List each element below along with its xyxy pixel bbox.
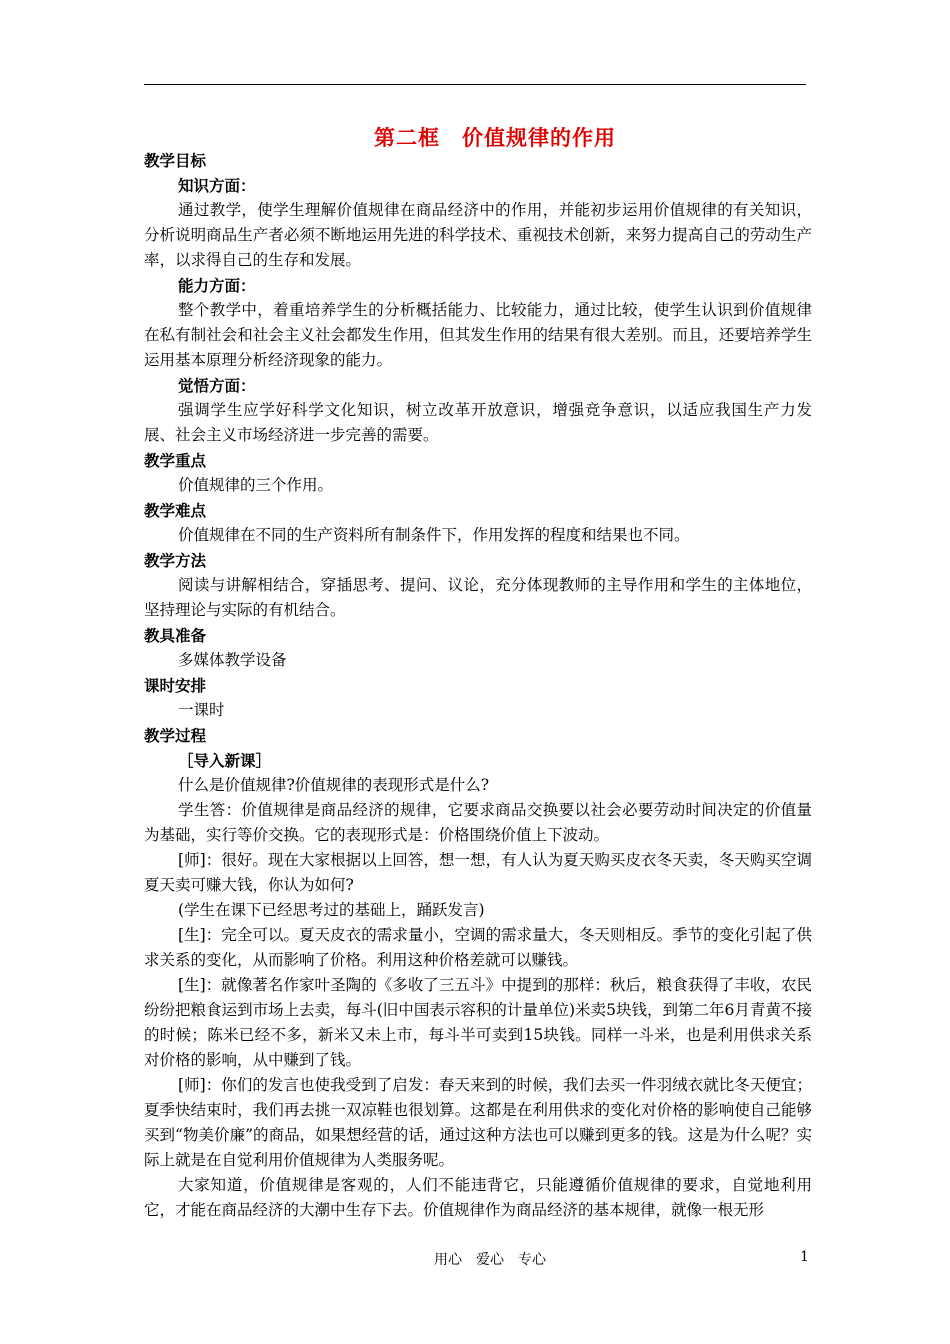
process-paragraph: 什么是价值规律?价值规律的表现形式是什么?: [178, 776, 490, 794]
footer-motto: 用心 爱心 专心: [434, 1252, 546, 1268]
process-paragraph: 大家知道，价值规律是客观的，人们不能违背它，只能遵循价值规律的要求，自觉地利用它，才能在商品经济的大潮中生存下去。价值规律作为商品经济的基本规律，就像一根无形: [144, 1176, 812, 1219]
document-body: [144, 148, 812, 1223]
page-number: 1: [800, 1249, 809, 1265]
process-paragraph: [师]：你们的发言也使我受到了启发：春天来到的时候，我们去买一件羽绒衣就比冬天便宜；夏季快结束时，我们再去挑一双凉鞋也很划算。这都是在利用供求的变化对价格的影响使自己能够买到“物美价廉”的商品，如果想经营的话，通过这种方法也可以赚到更多的钱。这是为什么呢？实际上就是在自觉利用价值规律为人类服务呢。: [144, 1076, 812, 1169]
paragraph-key-points: 价值规律的三个作用。: [178, 476, 334, 494]
heading-methods: 教学方法: [144, 551, 207, 570]
subheading-awareness: 觉悟方面：: [178, 376, 256, 395]
header-rule: [144, 84, 806, 85]
heading-difficulties: 教学难点: [144, 501, 207, 520]
paragraph-knowledge: 通过教学，使学生理解价值规律在商品经济中的作用，并能初步运用价值规律的有关知识，分析说明商品生产者必须不断地运用先进的科学技术、重视技术创新，来努力提高自己的劳动生产率，以求得自己的生存和发展。: [144, 201, 812, 269]
subheading-knowledge: 知识方面：: [178, 176, 256, 195]
paragraph-difficulties: 价值规律在不同的生产资料所有制条件下，作用发挥的程度和结果也不同。: [178, 526, 690, 544]
process-paragraph: [生]：完全可以。夏天皮衣的需求量小，空调的需求量大，冬天则相反。季节的变化引起了供求关系的变化，从而影响了价格。利用这种价格差就可以赚钱。: [144, 926, 812, 969]
process-paragraph: (学生在课下已经思考过的基础上，踊跃发言): [178, 901, 485, 919]
heading-objectives: 教学目标: [144, 151, 207, 170]
subheading-ability: 能力方面：: [178, 276, 256, 295]
paragraph-schedule: 一课时: [178, 701, 225, 719]
heading-schedule: 课时安排: [144, 676, 207, 695]
heading-equipment: 教具准备: [144, 626, 207, 645]
page-title: 第二框 价值规律的作用: [374, 125, 616, 150]
paragraph-equipment: 多媒体教学设备: [178, 651, 287, 669]
process-paragraph: 学生答：价值规律是商品经济的规律，它要求商品交换要以社会必要劳动时间决定的价值量为基础，实行等价交换。它的表现形式是：价格围绕价值上下波动。: [144, 801, 812, 844]
intro-label: ［导入新课］: [178, 751, 272, 770]
paragraph-ability: 整个教学中，着重培养学生的分析概括能力、比较能力，通过比较，使学生认识到价值规律在私有制社会和社会主义社会都发生作用，但其发生作用的结果有很大差别。而且，还要培养学生运用基本原理分析经济现象的能力。: [144, 301, 812, 369]
heading-key-points: 教学重点: [144, 451, 207, 470]
process-paragraph: [师]：很好。现在大家根据以上回答，想一想，有人认为夏天购买皮衣冬天卖，冬天购买空调夏天卖可赚大钱，你认为如何?: [144, 851, 812, 894]
process-paragraph: [生]：就像著名作家叶圣陶的《多收了三五斗》中提到的那样：秋后，粮食获得了丰收，农民纷纷把粮食运到市场上去卖，每斗(旧中国表示容积的计量单位)米卖5块钱，到第二年6月青黄不接的时候；陈米已经不多，新米又未上市，每斗半可卖到15块钱。同样一斗米，也是利用供求关系对价格的影响，从中赚到了钱。: [144, 976, 812, 1069]
paragraph-awareness: 强调学生应学好科学文化知识，树立改革开放意识，增强竞争意识，以适应我国生产力发展、社会主义市场经济进一步完善的需要。: [144, 401, 812, 444]
paragraph-methods: 阅读与讲解相结合，穿插思考、提问、议论，充分体现教师的主导作用和学生的主体地位，坚持理论与实际的有机结合。: [144, 576, 812, 619]
heading-process: 教学过程: [144, 726, 207, 745]
